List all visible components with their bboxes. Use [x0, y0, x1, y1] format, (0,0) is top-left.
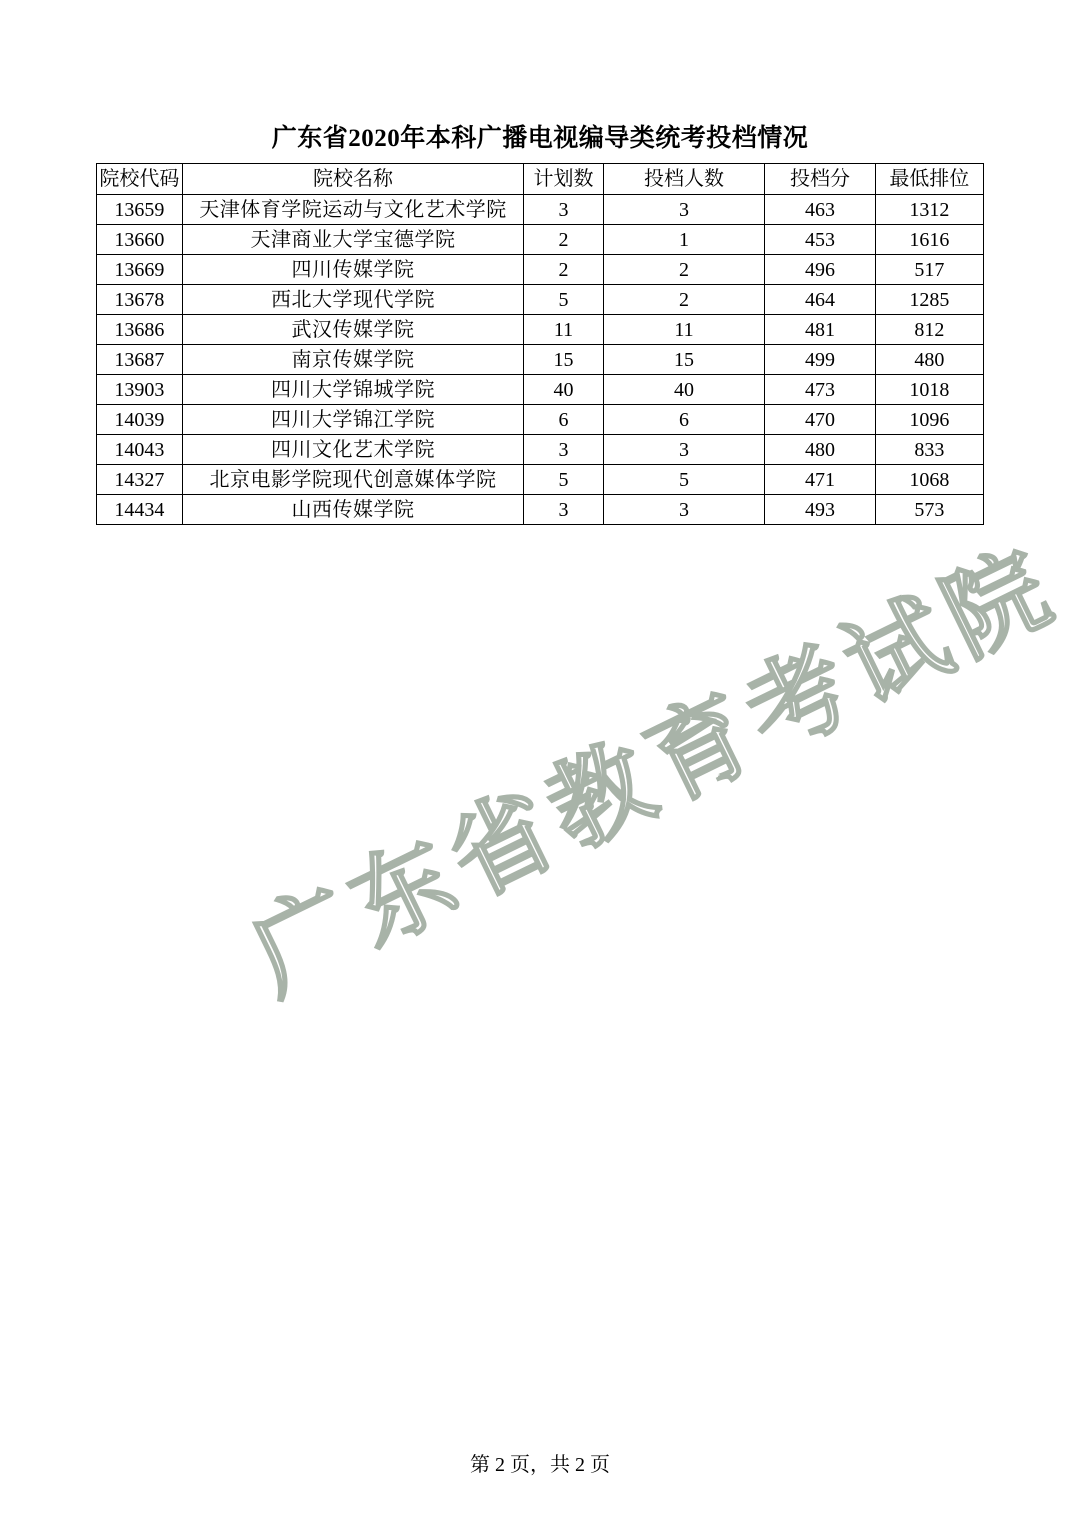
table-body [97, 195, 984, 525]
cell-score: 499 [765, 345, 875, 375]
cell-count: 11 [603, 315, 764, 345]
cell-code: 13660 [97, 225, 183, 255]
cell-rank: 1068 [875, 465, 983, 495]
cell-plan: 40 [524, 375, 604, 405]
cell-count: 15 [603, 345, 764, 375]
table-row [97, 315, 984, 345]
cell-count: 1 [603, 225, 764, 255]
table-row [97, 225, 984, 255]
cell-rank: 1616 [875, 225, 983, 255]
cell-rank: 1096 [875, 405, 983, 435]
cell-plan: 6 [524, 405, 604, 435]
table-row [97, 405, 984, 435]
cell-code: 14327 [97, 465, 183, 495]
cell-score: 480 [765, 435, 875, 465]
cell-rank: 1312 [875, 195, 983, 225]
admission-table-container [96, 163, 984, 525]
cell-name: 四川大学锦城学院 [182, 375, 523, 405]
cell-name: 西北大学现代学院 [182, 285, 523, 315]
cell-plan: 3 [524, 195, 604, 225]
column-header-score: 投档分 [765, 164, 875, 195]
cell-count: 3 [603, 195, 764, 225]
cell-code: 13659 [97, 195, 183, 225]
cell-code: 13678 [97, 285, 183, 315]
watermark-text: 广东省教育考试院 [235, 528, 1075, 1014]
table-row [97, 285, 984, 315]
cell-count: 3 [603, 435, 764, 465]
column-header-code: 院校代码 [97, 164, 183, 195]
cell-code: 13669 [97, 255, 183, 285]
column-header-plan: 计划数 [524, 164, 604, 195]
table-row [97, 435, 984, 465]
cell-name: 武汉传媒学院 [182, 315, 523, 345]
cell-count: 2 [603, 255, 764, 285]
cell-name: 北京电影学院现代创意媒体学院 [182, 465, 523, 495]
table-row [97, 255, 984, 285]
cell-score: 493 [765, 495, 875, 525]
cell-plan: 2 [524, 255, 604, 285]
cell-count: 40 [603, 375, 764, 405]
cell-name: 山西传媒学院 [182, 495, 523, 525]
cell-plan: 5 [524, 285, 604, 315]
cell-rank: 833 [875, 435, 983, 465]
cell-score: 453 [765, 225, 875, 255]
cell-code: 13903 [97, 375, 183, 405]
table-row [97, 345, 984, 375]
page-title: 广东省2020年本科广播电视编导类统考投档情况 [271, 125, 809, 152]
cell-count: 6 [603, 405, 764, 435]
cell-name: 四川传媒学院 [182, 255, 523, 285]
cell-count: 2 [603, 285, 764, 315]
cell-count: 5 [603, 465, 764, 495]
cell-rank: 517 [875, 255, 983, 285]
cell-code: 13687 [97, 345, 183, 375]
column-header-rank: 最低排位 [875, 164, 983, 195]
cell-code: 13686 [97, 315, 183, 345]
cell-rank: 1285 [875, 285, 983, 315]
cell-score: 463 [765, 195, 875, 225]
table-header-row [97, 164, 984, 195]
table-row [97, 465, 984, 495]
cell-score: 473 [765, 375, 875, 405]
cell-plan: 2 [524, 225, 604, 255]
cell-code: 14043 [97, 435, 183, 465]
cell-code: 14039 [97, 405, 183, 435]
cell-name: 天津商业大学宝德学院 [182, 225, 523, 255]
page-footer: 第 2 页，共 2 页 [470, 1454, 610, 1476]
cell-plan: 15 [524, 345, 604, 375]
table-row [97, 375, 984, 405]
cell-score: 464 [765, 285, 875, 315]
cell-plan: 3 [524, 495, 604, 525]
column-header-count: 投档人数 [603, 164, 764, 195]
cell-score: 471 [765, 465, 875, 495]
table-row [97, 195, 984, 225]
cell-score: 470 [765, 405, 875, 435]
cell-count: 3 [603, 495, 764, 525]
column-header-name: 院校名称 [182, 164, 523, 195]
admission-table [96, 163, 984, 525]
table-row [97, 495, 984, 525]
cell-name: 南京传媒学院 [182, 345, 523, 375]
cell-score: 481 [765, 315, 875, 345]
cell-plan: 11 [524, 315, 604, 345]
cell-score: 496 [765, 255, 875, 285]
cell-name: 天津体育学院运动与文化艺术学院 [182, 195, 523, 225]
cell-rank: 480 [875, 345, 983, 375]
cell-code: 14434 [97, 495, 183, 525]
cell-rank: 812 [875, 315, 983, 345]
cell-name: 四川大学锦江学院 [182, 405, 523, 435]
cell-plan: 5 [524, 465, 604, 495]
cell-rank: 1018 [875, 375, 983, 405]
cell-plan: 3 [524, 435, 604, 465]
cell-rank: 573 [875, 495, 983, 525]
cell-name: 四川文化艺术学院 [182, 435, 523, 465]
